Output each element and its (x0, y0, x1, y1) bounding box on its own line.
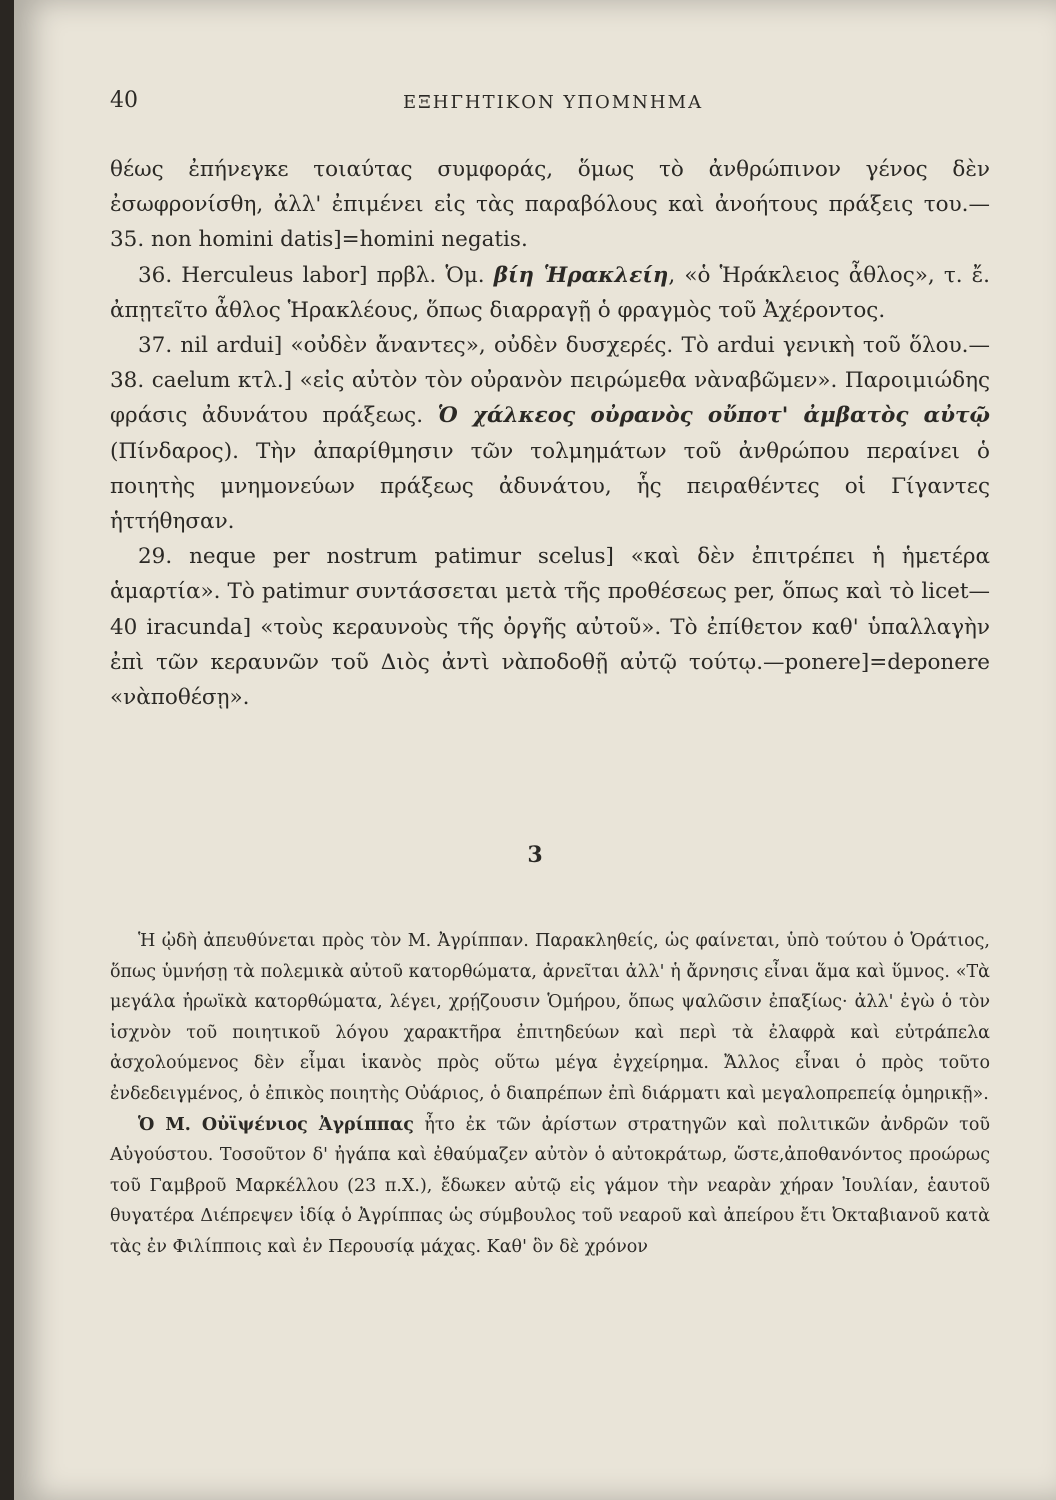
person-name: Ὁ Μ. Οὐϊψένιος Ἀγρίππας (138, 1114, 414, 1135)
text-run: 36. Herculeus labor] πρβλ. Ὁμ. (138, 262, 494, 288)
ode-introduction (110, 926, 990, 1263)
running-head (110, 88, 996, 118)
commentary-paragraph: 29. neque per nostrum patimur scelus] «καὶ δὲν ἐπιτρέπει ἡ ἡμετέρα ἁμαρτία». Τὸ patimur συντάσσεται μετὰ τῆς προθέσεως per, ὅπως καὶ τὸ licet—40 iracunda] «τοὺς κεραυνοὺς τῆς ὀργῆς αὐτοῦ». Τὸ ἐπίθετον καθ' ὑπαλλαγὴν ἐπὶ τῶν κεραυνῶν τοῦ Διὸς ἀντὶ νὰποδοθῇ αὐτῷ τούτῳ.—ponere]=deponere «νὰποθέσῃ». (110, 544, 990, 711)
commentary-paragraph (110, 328, 990, 539)
section-number: 3 (527, 842, 543, 868)
quoted-greek: Ὁ χάλκεος οὐρανὸς οὔποτ' ἀμβατὸς αὐτῷ (437, 403, 990, 429)
text-run: , «ὁ Ἡράκλειος ἆθλος», τ. ἔ. ἀπῃτεῖτο ἆθλος Ἡρακλέους, ὅπως διαρραγῇ ὁ φραγμὸς τοῦ Ἀχέροντος. (110, 262, 991, 323)
commentary-paragraph (110, 258, 990, 328)
quoted-greek: βίη Ἡρακλείη (493, 262, 669, 288)
intro-paragraph (110, 1110, 990, 1263)
intro-paragraph: Ἡ ᾠδὴ ἀπευθύνεται πρὸς τὸν Μ. Ἀγρίππαν. Παρακληθείς, ὡς φαίνεται, ὑπὸ τούτου ὁ Ὁράτιος, ὅπως ὑμνήσῃ τὰ πολεμικὰ αὐτοῦ κατορθώματα, ἀρνεῖται ἀλλ' ἡ ἄρνησις εἶναι ἅμα καὶ ὕμνος. «Τὰ μεγάλα ἡρωϊκὰ κατορθώματα, λέγει, χρῄζουσιν Ὁμήρου, ὅπως ψαλῶσιν ἐπαξίως· ἀλλ' ἐγὼ ὁ τὸν ἰσχνὸν τοῦ ποιητικοῦ λόγου χαρακτῆρα ἐπιτηδεύων καὶ περὶ τὰ ἐλαφρὰ καὶ εὐτράπελα ἀσχολούμενος δὲν εἶμαι ἱκανὸς πρὸς οὕτω μέγα ἐγχείρημα. Ἄλλος εἶναι ὁ πρὸς τοῦτο ἐνδεδειγμένος, ὁ ἐπικὸς ποιητὴς Οὐάριος, ὁ διαπρέπων ἐπὶ διάρματι καὶ μεγαλοπρεπείᾳ ὁμηρικῇ». (110, 931, 990, 1104)
book-page (14, 0, 1056, 1500)
commentary-text (110, 152, 990, 715)
text-run: 37. nil ardui] «οὐδὲν ἄναντες», οὐδὲν δυσχερές. Τὸ ardui γενικὴ τοῦ ὅλου.—38. caelum κτλ.] «εἰς αὐτὸν τὸν οὐρανὸν πειρώμεθα νὰναβῶμεν». Παροιμιώδης φράσις ἀδυνάτου πράξεως. (110, 333, 990, 429)
text-run: (Πίνδαρος). Τὴν ἀπαρίθμησιν τῶν τολμημάτων τοῦ ἀνθρώπου περαίνει ὁ ποιητὴς μνημονεύων πράξεως ἀδυνάτου, ἧς πειραθέντες οἱ Γίγαντες ἡττήθησαν. (110, 438, 990, 535)
commentary-paragraph: θέως ἐπήνεγκε τοιαύτας συμφοράς, ὅμως τὸ ἀνθρώπινον γένος δὲν ἐσωφρονίσθη, ἀλλ' ἐπιμένει εἰς τὰς παραβόλους καὶ ἀνοήτους πράξεις του.—35. non homini datis]=homini negatis. (110, 157, 990, 253)
running-title: ΕΞΗΓΗΤΙΚΟΝ ΥΠΟΜΝΗΜΑ (402, 92, 704, 113)
page-number: 40 (110, 88, 138, 113)
text-run: ἦτο ἐκ τῶν ἀρίστων στρατηγῶν καὶ πολιτικῶν ἀνδρῶν τοῦ Αὐγούστου. Τοσοῦτον δ' ἠγάπα καὶ ἐθαύμαζεν αὐτὸν ὁ αὐτοκράτωρ, ὥστε,ἀποθανόντος προώρως τοῦ Γαμβροῦ Μαρκέλλου (23 π.Χ.), ἔδωκεν αὐτῷ εἰς γάμον τὴν νεαρὰν χήραν Ἰουλίαν, ἑαυτοῦ θυγατέρα Διέπρεψεν ἰδίᾳ ὁ Ἀγρίππας ὡς σύμβουλος τοῦ νεαροῦ καὶ ἀπείρου ἔτι Ὀκταβιανοῦ κατὰ τὰς ἐν Φιλίπποις καὶ ἐν Περουσίᾳ μάχας. Καθ' ὃν δὲ χρόνον (110, 1114, 990, 1257)
